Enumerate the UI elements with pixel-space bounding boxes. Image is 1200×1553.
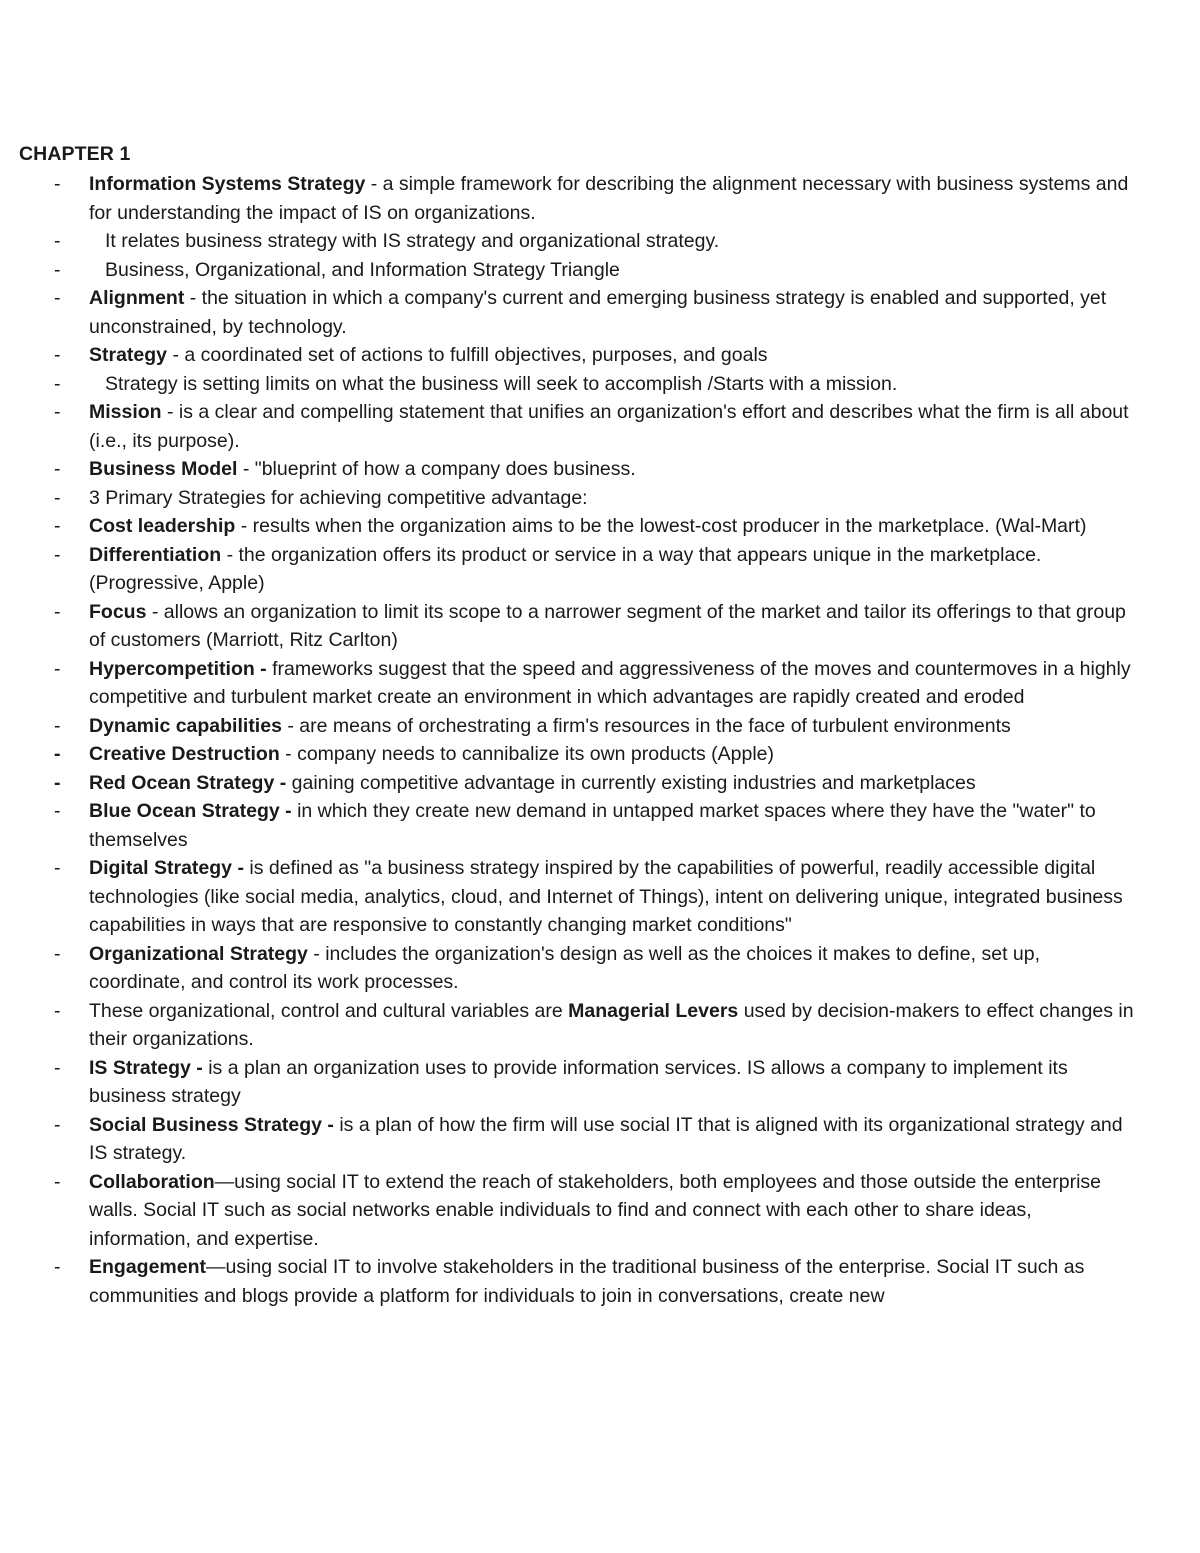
- term: Red Ocean Strategy -: [89, 771, 287, 794]
- bullet-dash: -: [54, 258, 61, 281]
- definition: gaining competitive advantage in currently existing industries and marketplaces: [286, 771, 976, 794]
- list-item: [0, 797, 1137, 854]
- term: Engagement: [89, 1256, 207, 1278]
- list-item: [0, 455, 1137, 484]
- definition: is defined as "a business strategy inspired by the capabilities of powerful, readily accessible digital technologies (like social media, analytics, cloud, and Internet of Things), intent on delivering unique, integrated business capabilities in ways that are responsive to constantly changing market conditions": [89, 857, 1123, 936]
- definition: - allows an organization to limit its scope to a narrower segment of the market and tailor its offerings to that group of customers (Marriott, Ritz Carlton): [89, 600, 1126, 651]
- term: Blue Ocean Strategy -: [89, 800, 292, 822]
- definition: - includes the organization's design as well as the choices it makes to define, set up, coordinate, and control its work processes.: [89, 942, 1041, 993]
- bullet-dash: -: [54, 230, 61, 252]
- term: Dynamic capabilities: [89, 714, 282, 737]
- term: Hypercompetition -: [89, 657, 267, 680]
- term: IS Strategy -: [89, 1056, 203, 1079]
- list-item: [0, 598, 1137, 655]
- bullet-dash: -: [54, 999, 61, 1022]
- bullet-dash: -: [54, 1170, 61, 1193]
- list-item: [0, 398, 1137, 455]
- term: Differentiation: [89, 543, 222, 566]
- term: Business Model: [89, 458, 238, 480]
- list-item: [0, 740, 1137, 769]
- bullet-dash: -: [54, 657, 61, 680]
- bullet-dash: -: [54, 401, 61, 423]
- list-item: [0, 940, 1137, 997]
- term: Organizational Strategy: [89, 942, 308, 965]
- term: Information Systems Strategy: [89, 173, 366, 195]
- term: Managerial Levers: [568, 999, 739, 1022]
- definition: - company needs to cannibalize its own products (Apple): [279, 743, 774, 765]
- bullet-dash: -: [54, 515, 61, 537]
- list-item: [0, 1054, 1137, 1111]
- term: Collaboration: [89, 1170, 215, 1193]
- bullet-dash: -: [54, 458, 61, 480]
- term: Cost leadership: [89, 515, 236, 537]
- bullet-dash: -: [54, 857, 61, 879]
- notes-list: [0, 170, 1200, 1310]
- term: Social Business Strategy -: [89, 1113, 334, 1136]
- list-item: [0, 854, 1137, 940]
- term: Digital Strategy -: [89, 857, 244, 879]
- list-item: [0, 284, 1137, 341]
- list-item: [0, 769, 1137, 798]
- definition: is a plan of how the firm will use social IT that is aligned with its organizational strategy and IS strategy.: [89, 1113, 1123, 1164]
- list-item: [0, 997, 1137, 1054]
- list-item: [0, 512, 1137, 541]
- definition: - "blueprint of how a company does business.: [237, 458, 636, 480]
- definition: used by decision-makers to effect changes in their organizations.: [89, 999, 1134, 1050]
- definition: —using social IT to involve stakeholders in the traditional business of the enterprise. Social IT such as communities and blogs provide a platform for individuals to join in conversations, create new: [89, 1256, 1085, 1307]
- bullet-dash: -: [54, 543, 61, 566]
- list-item: [0, 227, 1137, 256]
- bullet-dash: -: [54, 1056, 61, 1079]
- definition: frameworks suggest that the speed and aggressiveness of the moves and countermoves in a highly competitive and turbulent market create an environment in which advantages are rapidly created and eroded: [89, 657, 1131, 708]
- list-item: [0, 370, 1137, 399]
- chapter-heading: CHAPTER 1: [19, 143, 131, 165]
- definition: Strategy is setting limits on what the business will seek to accomplish /Starts with a mission.: [105, 372, 898, 395]
- list-item: [0, 1111, 1137, 1168]
- definition: It relates business strategy with IS strategy and organizational strategy.: [105, 230, 720, 252]
- bullet-dash: -: [54, 486, 61, 509]
- term: Alignment: [89, 287, 185, 309]
- definition: - is a clear and compelling statement that unifies an organization's effort and describes what the firm is all about (i.e., its purpose).: [89, 401, 1129, 452]
- definition: - the organization offers its product or service in a way that appears unique in the marketplace. (Progressive, Apple): [89, 543, 1042, 594]
- list-item: [0, 1168, 1137, 1254]
- definition: —using social IT to extend the reach of stakeholders, both employees and those outside the enterprise walls. Social IT such as social networks enable individuals to find and connect with each other to share ideas, information, and expertise.: [89, 1170, 1102, 1250]
- term: Creative Destruction: [89, 743, 280, 765]
- term: Strategy: [89, 344, 168, 366]
- bullet-dash: -: [54, 600, 61, 623]
- bullet-dash: -: [54, 714, 61, 737]
- definition: in which they create new demand in untapped market spaces where they have the "water" to themselves: [89, 800, 1096, 851]
- list-item: [0, 712, 1137, 741]
- bullet-dash: -: [54, 173, 61, 195]
- bullet-dash: -: [54, 743, 61, 765]
- list-item: [0, 541, 1137, 598]
- definition: - results when the organization aims to be the lowest-cost producer in the marketplace. (Wal-Mart): [235, 515, 1087, 537]
- definition: - the situation in which a company's current and emerging business strategy is enabled and supported, yet unconstrained, by technology.: [89, 287, 1107, 338]
- definition-lead: These organizational, control and cultural variables are: [89, 999, 569, 1022]
- bullet-dash: -: [54, 344, 61, 366]
- list-item: [0, 1253, 1137, 1310]
- list-item: [0, 484, 1137, 513]
- list-item: [0, 256, 1137, 285]
- definition: - a simple framework for describing the alignment necessary with business systems and for understanding the impact of IS on organizations.: [89, 173, 1129, 224]
- list-item: [0, 655, 1137, 712]
- bullet-dash: -: [54, 372, 61, 395]
- bullet-dash: -: [54, 1256, 61, 1278]
- bullet-dash: -: [54, 287, 61, 309]
- definition: Business, Organizational, and Information Strategy Triangle: [105, 258, 620, 281]
- definition: is a plan an organization uses to provide information services. IS allows a company to implement its business strategy: [89, 1056, 1068, 1107]
- bullet-dash: -: [54, 800, 61, 822]
- list-item: [0, 341, 1137, 370]
- term: Focus: [89, 600, 147, 623]
- bullet-dash: -: [54, 942, 61, 965]
- bullet-dash: -: [54, 771, 61, 794]
- bullet-dash: -: [54, 1113, 61, 1136]
- term: Mission: [89, 401, 162, 423]
- definition: 3 Primary Strategies for achieving competitive advantage:: [89, 486, 588, 509]
- definition: - are means of orchestrating a firm's resources in the face of turbulent environments: [281, 714, 1011, 737]
- definition: - a coordinated set of actions to fulfill objectives, purposes, and goals: [167, 344, 768, 366]
- list-item: [0, 170, 1137, 227]
